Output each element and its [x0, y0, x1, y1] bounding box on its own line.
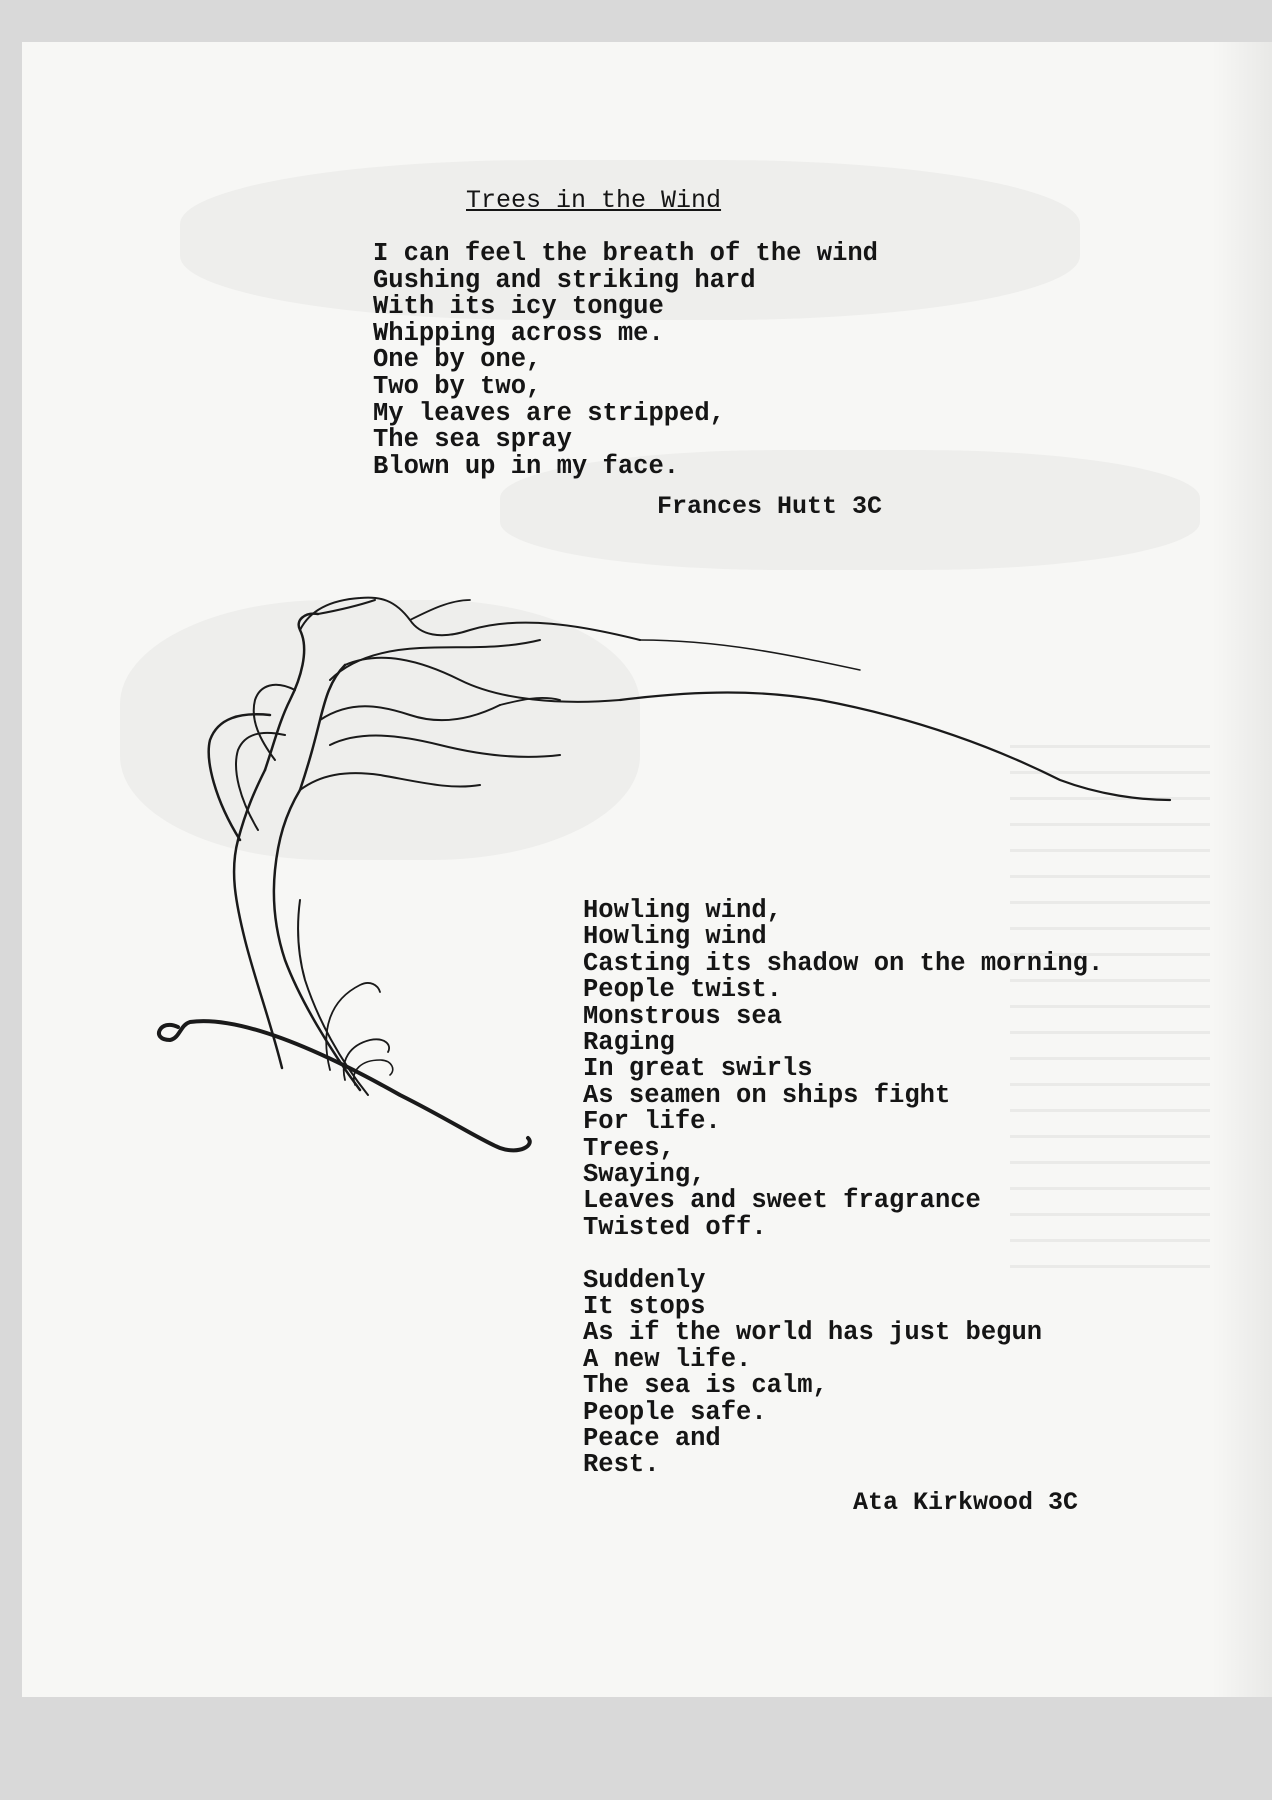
poem-line: Blown up in my face.: [373, 451, 680, 481]
poem-line: Two by two,: [373, 371, 542, 401]
poem-line: As seamen on ships fight: [583, 1080, 951, 1110]
poem-line: [583, 1241, 1103, 1268]
poem-line: Raging: [583, 1027, 675, 1057]
poem-line: Suddenly: [583, 1265, 706, 1295]
tree-branch: [254, 685, 295, 760]
poem-line: Monstrous sea: [583, 1001, 782, 1031]
tree-branch: [410, 600, 470, 620]
poem-line: People twist.: [583, 975, 782, 1005]
poem-line: The sea spray: [373, 425, 572, 455]
poem-line: The sea is calm,: [583, 1371, 828, 1401]
poem-line: Howling wind: [583, 922, 767, 952]
poem-author: Ata Kirkwood 3C: [853, 1488, 1079, 1517]
poem-line: As if the world has just begun: [583, 1318, 1043, 1348]
poem-line: Trees,: [583, 1133, 675, 1163]
hill-line: [159, 1021, 530, 1150]
tree-branch: [300, 773, 480, 790]
poem-line: My leaves are stripped,: [373, 398, 725, 428]
poem-line: For life.: [583, 1107, 721, 1137]
poem-line: Gushing and striking hard: [373, 265, 756, 295]
poem-line: In great swirls: [583, 1054, 813, 1084]
poem-line: Casting its shadow on the morning.: [583, 948, 1104, 978]
tree-branch: [300, 665, 345, 790]
poem-line: People safe.: [583, 1397, 767, 1427]
poem-stanza: [583, 898, 1103, 1479]
poem-line: I can feel the breath of the wind: [373, 239, 878, 268]
poem-line: Whipping across me.: [373, 318, 664, 348]
tree-branch: [330, 736, 560, 757]
poem-line: Leaves and sweet fragrance: [583, 1186, 981, 1216]
poem-line: One by one,: [373, 345, 542, 375]
tree-branch: [345, 658, 620, 702]
poem-line: Howling wind,: [583, 896, 782, 925]
poem-title: Trees in the Wind: [466, 186, 722, 215]
poem-line: It stops: [583, 1292, 706, 1322]
wind-streak: [620, 693, 1170, 801]
poem-line: With its icy tongue: [373, 292, 664, 322]
tree-trunk: [274, 790, 360, 1090]
tree-branch: [265, 614, 318, 770]
poem-line: Rest.: [583, 1450, 660, 1480]
poem-line: A new life.: [583, 1344, 752, 1374]
grass-tuft: [326, 983, 380, 1070]
wind-streak: [640, 640, 860, 670]
tree-branch: [300, 598, 640, 640]
poem-line: Swaying,: [583, 1159, 706, 1189]
tree-branch: [320, 705, 500, 720]
poem-line: Peace and: [583, 1424, 721, 1454]
tree-trunk: [298, 900, 368, 1095]
tree-branch: [318, 600, 375, 614]
poem-line: Twisted off.: [583, 1212, 767, 1242]
poem-author: Frances Hutt 3C: [657, 492, 883, 521]
